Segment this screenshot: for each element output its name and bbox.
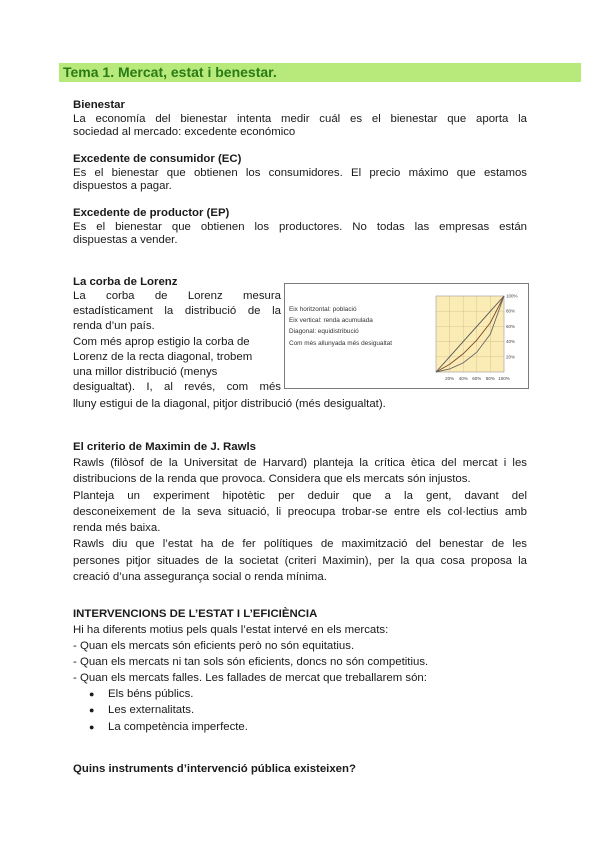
- y-tick-label: 60%: [506, 323, 516, 329]
- paragraph-line: desconeixement de la seva situació, li preocupa trobar-se entre els col·lectius amb: [73, 505, 527, 518]
- paragraph-line: La corba de Lorenz mesura: [73, 290, 281, 302]
- paragraph-line: renda més baixa.: [73, 522, 161, 535]
- paragraph-line: Planteja un experiment hipotètic per deduir que a la gent, davant del: [73, 489, 527, 502]
- paragraph-line: Es el bienestar que obtienen los consumidores. El precio máximo que estamos: [73, 166, 527, 179]
- heading-ec: Excedente de consumidor (EC): [73, 153, 242, 165]
- lorenz-figure: [284, 283, 529, 389]
- list-line: - Quan els mercats són eficients però no són equitatius.: [73, 640, 355, 653]
- y-tick-label: 20%: [506, 354, 516, 360]
- paragraph-line: renda d’un país.: [73, 320, 155, 333]
- x-tick-label: 20%: [445, 376, 455, 381]
- bullet-item: ● Les externalitats.: [73, 702, 527, 718]
- section-bienestar: [73, 99, 527, 140]
- y-tick-label: 100%: [506, 293, 518, 299]
- figure-label: Eix horitzontal: població: [289, 306, 357, 313]
- paragraph-line: sociedad al mercado: excedente económico: [73, 126, 296, 138]
- lorenz-tail-line: lluny estigui de la diagonal, pitjor distribució (més desigualtat).: [73, 398, 386, 410]
- page-title: Tema 1. Mercat, estat i benestar.: [63, 64, 277, 80]
- section-rawls: [73, 440, 527, 585]
- figure-label: Eix vertical: renda acumulada: [289, 317, 373, 325]
- paragraph-line: creació d’una assegurança social o renda mínima.: [73, 571, 327, 584]
- heading-ep: Excedente de productor (EP): [73, 207, 230, 219]
- paragraph-line: Es el bienestar que obtienen los productores. No todas las empresas están: [73, 220, 527, 233]
- paragraph-line: Lorenz de la recta diagonal, trobem: [73, 350, 253, 363]
- y-tick-label: 40%: [506, 339, 516, 345]
- lorenz-chart: [432, 292, 524, 386]
- paragraph-line: una millor distribució (menys: [73, 366, 218, 379]
- paragraph-line: Rawls (filòsof de la Universitat de Harvard) planteja la crítica ètica del mercat i les: [73, 457, 527, 469]
- paragraph-line: distribucions de la renda que provoca. Considera que els mercats són injustos.: [73, 473, 471, 486]
- paragraph-line: persones pitjor situades de la societat (criteri Maximin), per la qua cosa proposa la: [73, 554, 527, 567]
- y-tick-label: 80%: [506, 308, 516, 314]
- figure-label: Com més allunyada més desigualtat: [289, 339, 393, 347]
- section-ep: [73, 207, 527, 248]
- list-line: - Quan els mercats falles. Les fallades de mercat que treballarem són:: [73, 672, 427, 685]
- paragraph-line: Hi ha diferents motius pels quals l’estat intervé en els mercats:: [73, 624, 389, 636]
- title-bar: [59, 63, 581, 82]
- heading-bienestar: Bienestar: [73, 99, 125, 111]
- x-tick-label: 60%: [472, 376, 482, 381]
- x-tick-label: 40%: [458, 376, 468, 381]
- bullet-list: [73, 686, 527, 734]
- paragraph-line: dispuestos a pagar.: [73, 180, 172, 192]
- heading-rawls: El criterio de Maximin de J. Rawls: [73, 441, 256, 453]
- x-tick-label: 100%: [498, 376, 510, 381]
- heading-lorenz: La corba de Lorenz: [73, 276, 178, 288]
- heading-intervencions: INTERVENCIONS DE L’ESTAT I L’EFICIÈNCIA: [73, 608, 318, 620]
- figure-legend: [289, 304, 392, 349]
- heading-instruments: Quins instruments d’intervenció pública existeixen?: [73, 763, 356, 775]
- bullet-item: ● Els béns públics.: [73, 686, 527, 702]
- paragraph-line: Com més aprop estigio la corba de: [73, 335, 250, 348]
- section-ec: [73, 153, 527, 194]
- figure-label: Diagonal: equidistribució: [289, 328, 359, 336]
- paragraph-line: La economía del bienestar intenta medir cuál es el bienestar que aporta la: [73, 112, 527, 125]
- bullet-item: ● La competència imperfecte.: [73, 719, 527, 735]
- x-tick-label: 80%: [485, 376, 495, 381]
- section-intervencions: [73, 607, 527, 735]
- list-line: - Quan els mercats ni tan sols són eficients, doncs no són competitius.: [73, 656, 429, 669]
- paragraph-line: dispuestas a vender.: [73, 234, 178, 246]
- section-lorenz: [73, 275, 281, 395]
- paragraph-line: Rawls diu que l’estat ha de fer polítiques de maximització del benestar de les: [73, 538, 527, 551]
- paragraph-line: desigualtat). I, al revés, com més: [73, 381, 281, 394]
- paragraph-line: estadísticament la distribució de la: [73, 305, 281, 318]
